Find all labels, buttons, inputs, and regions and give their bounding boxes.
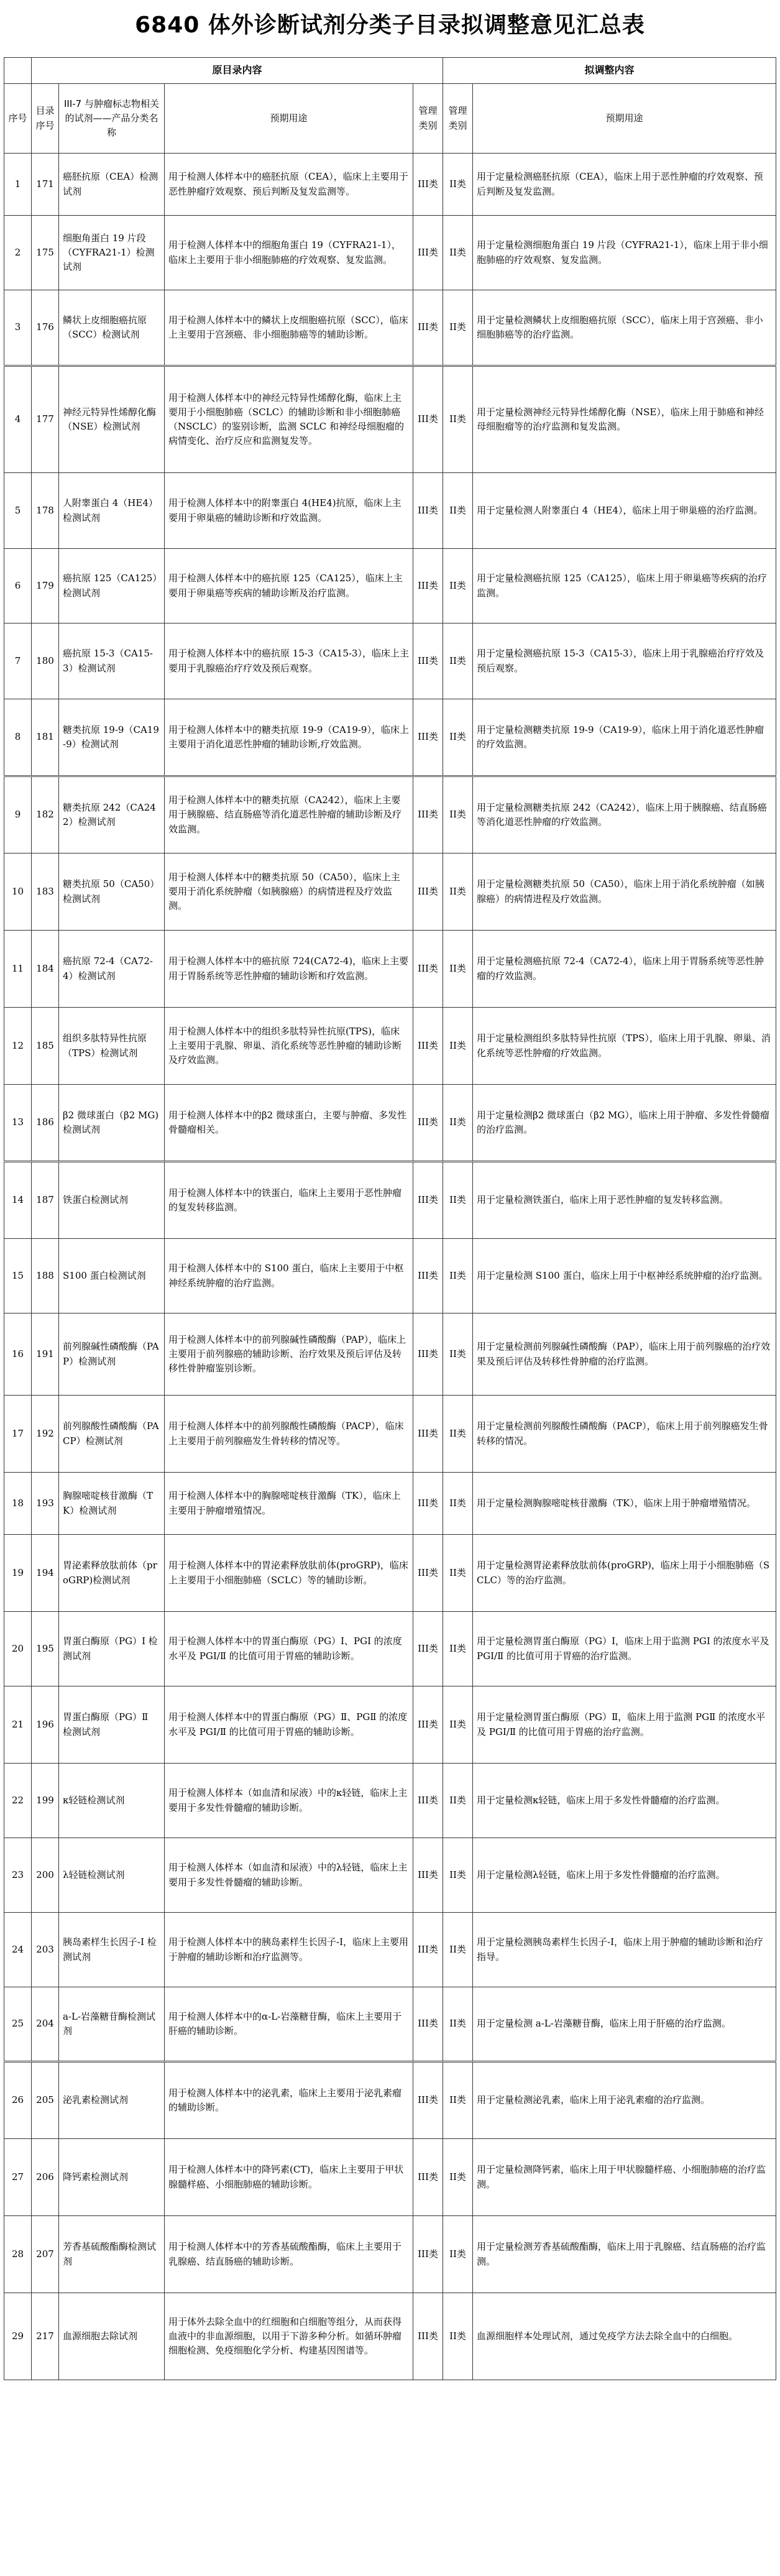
cell-intended-use: 用于检测人体样本中的芳香基硫酸酯酶，临床上主要用于乳腺癌、结直肠癌的辅助诊断。 [165,2216,413,2293]
cell-intended-use: 用于检测人体样本中的 S100 蛋白，临床上主要用于中枢神经系统肿瘤的治疗监测。 [165,1239,413,1313]
table-row [4,1612,776,1686]
cell-new-intended-use: 用于定量检测铁蛋白，临床上用于恶性肿瘤的复发转移监测。 [473,1162,776,1239]
cell-new-intended-use: 用于定量检测 S100 蛋白，临床上用于中枢神经系统肿瘤的治疗监测。 [473,1239,776,1313]
cell-mgmt-class: III类 [413,1838,443,1913]
cell-intended-use: 用于检测人体样本中的癌抗原 15-3（CA15-3），临床上主要用于乳腺癌治疗疗效及预后观察。 [165,623,413,699]
cell-seq: 17 [4,1396,32,1473]
cell-new-mgmt-class: II类 [443,154,473,216]
cell-seq: 9 [4,776,32,853]
cell-product-name: 胃泌素释放肽前体（proGRP)检测试剂 [59,1535,165,1612]
cell-intended-use: 用于检测人体样本中的细胞角蛋白 19（CYFRA21-1），临床上主要用于非小细胞肺癌的疗效观察、复发监测。 [165,216,413,290]
cell-intended-use: 用于检测人体样本中的神经元特异性烯醇化酶，临床上主要用于小细胞肺癌（SCLC）的辅助诊断和非小细胞肺癌（NSCLC）的鉴别诊断，监测 SCLC 和神经母细胞瘤的病情变化、治疗反应和监测复发等。 [165,366,413,473]
cell-mgmt-class: III类 [413,1764,443,1838]
cell-new-mgmt-class: II类 [443,290,473,366]
cell-catalog-no: 217 [32,2293,59,2380]
cell-intended-use: 用于检测人体样本中的胃蛋白酶原（PG）Ⅱ、PGⅡ 的浓度水平及 PGI/Ⅱ 的比值可用于胃癌的辅助诊断。 [165,1686,413,1764]
cell-new-mgmt-class: II类 [443,2062,473,2139]
cell-mgmt-class: III类 [413,776,443,853]
cell-seq: 22 [4,1764,32,1838]
table-row [4,1396,776,1473]
cell-product-name: λ轻链检测试剂 [59,1838,165,1913]
cell-catalog-no: 205 [32,2062,59,2139]
cell-product-name: 胰岛素样生长因子-I 检测试剂 [59,1913,165,1987]
cell-mgmt-class: III类 [413,1987,443,2062]
table-row [4,2216,776,2293]
cell-seq: 25 [4,1987,32,2062]
table-row [4,1313,776,1396]
cell-product-name: 糖类抗原 242（CA242）检测试剂 [59,776,165,853]
cell-new-mgmt-class: II类 [443,549,473,623]
table-row [4,549,776,623]
cell-new-mgmt-class: II类 [443,776,473,853]
cell-mgmt-class: III类 [413,2216,443,2293]
cell-new-mgmt-class: II类 [443,699,473,776]
cell-new-intended-use: 用于定量检测糖类抗原 242（CA242），临床上用于胰腺癌、结直肠癌等消化道恶性肿瘤的疗效监测。 [473,776,776,853]
cell-new-mgmt-class: II类 [443,1535,473,1612]
table-row [4,1473,776,1535]
cell-catalog-no: 187 [32,1162,59,1239]
cell-mgmt-class: III类 [413,290,443,366]
cell-new-mgmt-class: II类 [443,1987,473,2062]
cell-intended-use: 用于检测人体样本中的胰岛素样生长因子-I，临床上主要用于肿瘤的辅助诊断和治疗监测等。 [165,1913,413,1987]
cell-catalog-no: 183 [32,853,59,931]
table-row [4,473,776,549]
cell-mgmt-class: III类 [413,1913,443,1987]
header-seq: 序号 [4,84,32,154]
cell-intended-use: 用于检测人体样本中的组织多肽特异性抗原(TPS)，临床上主要用于乳腺、卵巢、消化系统等恶性肿瘤的辅助诊断及疗效监测。 [165,1008,413,1085]
cell-product-name: 泌乳素检测试剂 [59,2062,165,2139]
table-row [4,1162,776,1239]
header-proposed: 拟调整内容 [443,58,776,84]
cell-seq: 29 [4,2293,32,2380]
cell-new-intended-use: 血源细胞样本处理试剂，通过免疫学方法去除全血中的白细胞。 [473,2293,776,2380]
cell-seq: 11 [4,931,32,1008]
cell-seq: 5 [4,473,32,549]
cell-seq: 7 [4,623,32,699]
cell-mgmt-class: III类 [413,2062,443,2139]
table-row [4,2293,776,2380]
cell-new-intended-use: 用于定量检测糖类抗原 50（CA50），临床上用于消化系统肿瘤（如胰腺癌）的病情进程及疗效监测。 [473,853,776,931]
cell-seq: 26 [4,2062,32,2139]
cell-new-intended-use: 用于定量检测前列腺酸性磷酸酶（PACP），临床上用于前列腺癌发生骨转移的情况。 [473,1396,776,1473]
cell-new-mgmt-class: II类 [443,2293,473,2380]
cell-new-mgmt-class: II类 [443,623,473,699]
cell-seq: 18 [4,1473,32,1535]
table-row [4,366,776,473]
cell-catalog-no: 196 [32,1686,59,1764]
cell-intended-use: 用于检测人体样本中的糖类抗原 19-9（CA19-9），临床上主要用于消化道恶性肿瘤的辅助诊断,疗效监测。 [165,699,413,776]
cell-mgmt-class: III类 [413,1085,443,1162]
cell-product-name: 癌胚抗原（CEA）检测试剂 [59,154,165,216]
cell-intended-use: 用于检测人体样本中的β2 微球蛋白，主要与肿瘤、多发性骨髓瘤相关。 [165,1085,413,1162]
cell-mgmt-class: III类 [413,2139,443,2216]
cell-mgmt-class: III类 [413,216,443,290]
cell-new-intended-use: 用于定量检测 a-L-岩藻糖苷酶，临床上用于肝癌的治疗监测。 [473,1987,776,2062]
cell-new-mgmt-class: II类 [443,1008,473,1085]
cell-mgmt-class: III类 [413,931,443,1008]
cell-product-name: 血源细胞去除试剂 [59,2293,165,2380]
cell-new-intended-use: 用于定量检测鳞状上皮细胞癌抗原（SCC），临床上用于宫颈癌、非小细胞肺癌等的治疗监测。 [473,290,776,366]
cell-mgmt-class: III类 [413,1473,443,1535]
table-row [4,2139,776,2216]
cell-new-intended-use: 用于定量检测降钙素，临床上用于甲状腺髓样癌、小细胞肺癌的治疗监测。 [473,2139,776,2216]
cell-seq: 4 [4,366,32,473]
cell-mgmt-class: III类 [413,699,443,776]
cell-product-name: a-L-岩藻糖苷酶检测试剂 [59,1987,165,2062]
cell-product-name: 鳞状上皮细胞癌抗原（SCC）检测试剂 [59,290,165,366]
cell-catalog-no: 206 [32,2139,59,2216]
cell-seq: 16 [4,1313,32,1396]
cell-intended-use: 用于检测人体样本（如血清和尿液）中的κ轻链，临床上主要用于多发性骨髓瘤的辅助诊断。 [165,1764,413,1838]
cell-product-name: 糖类抗原 50（CA50）检测试剂 [59,853,165,931]
cell-product-name: 糖类抗原 19-9（CA19-9）检测试剂 [59,699,165,776]
header-mgmt-class: 管理类别 [413,84,443,154]
cell-seq: 2 [4,216,32,290]
cell-new-intended-use: 用于定量检测胃蛋白酶原（PG）I，临床上用于监测 PGI 的浓度水平及 PGI/Ⅱ 的比值可用于胃癌的治疗监测。 [473,1612,776,1686]
cell-new-intended-use: 用于定量检测人附睾蛋白 4（HE4），临床上用于卵巢癌的治疗监测。 [473,473,776,549]
cell-catalog-no: 203 [32,1913,59,1987]
cell-new-mgmt-class: II类 [443,1838,473,1913]
cell-new-intended-use: 用于定量检测胃泌素释放肽前体(proGRP)，临床上用于小细胞肺癌（SCLC）等的治疗监测。 [473,1535,776,1612]
header-catalog-no: 目录序号 [32,84,59,154]
cell-product-name: 芳香基硫酸酯酶检测试剂 [59,2216,165,2293]
cell-catalog-no: 180 [32,623,59,699]
header-new-intended-use: 预期用途 [473,84,776,154]
cell-catalog-no: 179 [32,549,59,623]
cell-new-intended-use: 用于定量检测胃蛋白酶原（PG）Ⅱ，临床上用于监测 PGⅡ 的浓度水平及 PGI/Ⅱ 的比值可用于胃癌的治疗监测。 [473,1686,776,1764]
cell-mgmt-class: III类 [413,1686,443,1764]
table-row [4,1239,776,1313]
cell-product-name: 前列腺酸性磷酸酶（PACP）检测试剂 [59,1396,165,1473]
cell-product-name: 组织多肽特异性抗原（TPS）检测试剂 [59,1008,165,1085]
cell-intended-use: 用于检测人体样本中的前列腺酸性磷酸酶（PACP），临床上主要用于前列腺癌发生骨转移的情况等。 [165,1396,413,1473]
cell-catalog-no: 186 [32,1085,59,1162]
cell-catalog-no: 195 [32,1612,59,1686]
table-row [4,623,776,699]
cell-new-mgmt-class: II类 [443,1764,473,1838]
cell-mgmt-class: III类 [413,1396,443,1473]
table-row [4,1535,776,1612]
cell-mgmt-class: III类 [413,1008,443,1085]
cell-catalog-no: 192 [32,1396,59,1473]
cell-new-mgmt-class: II类 [443,1913,473,1987]
cell-intended-use: 用于检测人体样本中的癌抗原 125（CA125），临床上主要用于卵巢癌等疾病的辅助诊断及治疗监测。 [165,549,413,623]
cell-product-name: 降钙素检测试剂 [59,2139,165,2216]
cell-new-mgmt-class: II类 [443,2139,473,2216]
cell-catalog-no: 184 [32,931,59,1008]
cell-intended-use: 用于检测人体样本中的鳞状上皮细胞癌抗原（SCC），临床上主要用于宫颈癌、非小细胞肺癌等的辅助诊断。 [165,290,413,366]
table-row [4,1764,776,1838]
cell-catalog-no: 200 [32,1838,59,1913]
cell-mgmt-class: III类 [413,473,443,549]
cell-product-name: 胃蛋白酶原（PG）I 检测试剂 [59,1612,165,1686]
cell-mgmt-class: III类 [413,1535,443,1612]
cell-catalog-no: 177 [32,366,59,473]
cell-product-name: 细胞角蛋白 19 片段（CYFRA21-1）检测试剂 [59,216,165,290]
cell-product-name: 胸腺嘧啶核苷激酶（TK）检测试剂 [59,1473,165,1535]
cell-new-intended-use: 用于定量检测组织多肽特异性抗原（TPS），临床上用于乳腺、卵巢、消化系统等恶性肿瘤的疗效监测。 [473,1008,776,1085]
cell-catalog-no: 188 [32,1239,59,1313]
cell-new-intended-use: 用于定量检测神经元特异性烯醇化酶（NSE），临床上用于肺癌和神经母细胞瘤等的治疗监测和复发监测。 [473,366,776,473]
cell-seq: 23 [4,1838,32,1913]
cell-new-mgmt-class: II类 [443,1162,473,1239]
cell-catalog-no: 182 [32,776,59,853]
cell-seq: 8 [4,699,32,776]
cell-seq: 14 [4,1162,32,1239]
cell-product-name: S100 蛋白检测试剂 [59,1239,165,1313]
cell-seq: 12 [4,1008,32,1085]
cell-product-name: 前列腺碱性磷酸酶（PAP）检测试剂 [59,1313,165,1396]
table-row [4,2062,776,2139]
cell-product-name: β2 微球蛋白（β2 MG)检测试剂 [59,1085,165,1162]
cell-new-mgmt-class: II类 [443,366,473,473]
header-blank [4,58,32,84]
cell-mgmt-class: III类 [413,1162,443,1239]
table-row [4,1008,776,1085]
cell-intended-use: 用于检测人体样本中的胃蛋白酶原（PG）I、PGI 的浓度水平及 PGI/Ⅱ 的比值可用于胃癌的辅助诊断。 [165,1612,413,1686]
cell-new-mgmt-class: II类 [443,1612,473,1686]
cell-intended-use: 用于检测人体样本中的癌抗原 724(CA72-4)，临床上主要用于胃肠系统等恶性肿瘤的辅助诊断和疗效监测。 [165,931,413,1008]
table-row [4,931,776,1008]
header-intended-use: 预期用途 [165,84,413,154]
cell-new-mgmt-class: II类 [443,473,473,549]
cell-new-intended-use: 用于定量检测胸腺嘧啶核苷激酶（TK），临床上用于肿瘤增殖情况。 [473,1473,776,1535]
document-title: 6840 体外诊断试剂分类子目录拟调整意见汇总表 [135,12,645,38]
table-row [4,154,776,216]
cell-intended-use: 用于检测人体样本中的糖类抗原（CA242），临床上主要用于胰腺癌、结直肠癌等消化道恶性肿瘤的辅助诊断及疗效监测。 [165,776,413,853]
cell-intended-use: 用于检测人体样本中的降钙素(CT)，临床上主要用于甲状腺髓样癌、小细胞肺癌的辅助诊断。 [165,2139,413,2216]
cell-new-intended-use: 用于定量检测前列腺碱性磷酸酶（PAP），临床上用于前列腺癌的治疗效果及预后评估及转移性骨肿瘤的治疗监测。 [473,1313,776,1396]
cell-catalog-no: 178 [32,473,59,549]
table-row [4,853,776,931]
cell-mgmt-class: III类 [413,154,443,216]
cell-product-name: κ轻链检测试剂 [59,1764,165,1838]
cell-mgmt-class: III类 [413,366,443,473]
cell-new-mgmt-class: II类 [443,1085,473,1162]
cell-mgmt-class: III类 [413,623,443,699]
cell-mgmt-class: III类 [413,1239,443,1313]
cell-intended-use: 用于检测人体样本中的附睾蛋白 4(HE4)抗原，临床上主要用于卵巢癌的辅助诊断和疗效监测。 [165,473,413,549]
cell-new-intended-use: 用于定量检测胰岛素样生长因子-I，临床上用于肿瘤的辅助诊断和治疗指导。 [473,1913,776,1987]
cell-seq: 15 [4,1239,32,1313]
table-row [4,699,776,776]
cell-new-intended-use: 用于定量检测糖类抗原 19-9（CA19-9），临床上用于消化道恶性肿瘤的疗效监测。 [473,699,776,776]
cell-catalog-no: 171 [32,154,59,216]
cell-mgmt-class: III类 [413,2293,443,2380]
header-new-mgmt-class: 管理类别 [443,84,473,154]
cell-seq: 21 [4,1686,32,1764]
cell-product-name: 神经元特异性烯醇化酶（NSE）检测试剂 [59,366,165,473]
cell-catalog-no: 175 [32,216,59,290]
adjustment-table [4,57,776,2380]
table-row [4,1686,776,1764]
cell-intended-use: 用于体外去除全血中的红细胞和白细胞等组分，从而获得血液中的非血源细胞，以用于下游多种分析。如循环肿瘤细胞检测、免疫细胞化学分析、构建基因图谱等。 [165,2293,413,2380]
cell-product-name: 癌抗原 72-4（CA72-4）检测试剂 [59,931,165,1008]
cell-product-name: 癌抗原 15-3（CA15-3）检测试剂 [59,623,165,699]
cell-new-intended-use: 用于定量检测芳香基硫酸酯酶，临床上用于乳腺癌、结直肠癌的治疗监测。 [473,2216,776,2293]
cell-intended-use: 用于检测人体样本中的胸腺嘧啶核苷激酶（TK），临床上主要用于肿瘤增殖情况。 [165,1473,413,1535]
cell-seq: 6 [4,549,32,623]
cell-mgmt-class: III类 [413,1612,443,1686]
cell-product-name: 人附睾蛋白 4（HE4）检测试剂 [59,473,165,549]
cell-seq: 28 [4,2216,32,2293]
cell-catalog-no: 194 [32,1535,59,1612]
cell-new-intended-use: 用于定量检测癌胚抗原（CEA），临床上用于恶性肿瘤的疗效观察、预后判断及复发监测。 [473,154,776,216]
cell-new-mgmt-class: II类 [443,1473,473,1535]
table-row [4,216,776,290]
cell-mgmt-class: III类 [413,853,443,931]
cell-mgmt-class: III类 [413,1313,443,1396]
cell-product-name: 铁蛋白检测试剂 [59,1162,165,1239]
cell-new-intended-use: 用于定量检测癌抗原 72-4（CA72-4），临床上用于胃肠系统等恶性肿瘤的疗效监测。 [473,931,776,1008]
cell-catalog-no: 191 [32,1313,59,1396]
cell-new-intended-use: 用于定量检测κ轻链，临床上用于多发性骨髓瘤的治疗监测。 [473,1764,776,1838]
table-row [4,290,776,366]
cell-new-intended-use: 用于定量检测泌乳素，临床上用于泌乳素瘤的治疗监测。 [473,2062,776,2139]
table-row [4,1913,776,1987]
cell-catalog-no: 193 [32,1473,59,1535]
cell-intended-use: 用于检测人体样本中的泌乳素，临床上主要用于泌乳素瘤的辅助诊断。 [165,2062,413,2139]
cell-new-intended-use: 用于定量检测癌抗原 15-3（CA15-3），临床上用于乳腺癌治疗疗效及预后观察。 [473,623,776,699]
cell-seq: 20 [4,1612,32,1686]
cell-new-mgmt-class: II类 [443,1686,473,1764]
cell-new-intended-use: 用于定量检测β2 微球蛋白（β2 MG），临床上用于肿瘤、多发性骨髓瘤的治疗监测。 [473,1085,776,1162]
cell-new-intended-use: 用于定量检测癌抗原 125（CA125），临床上用于卵巢癌等疾病的治疗监测。 [473,549,776,623]
cell-catalog-no: 176 [32,290,59,366]
cell-new-mgmt-class: II类 [443,853,473,931]
cell-new-mgmt-class: II类 [443,1396,473,1473]
header-product-name: III-7 与肿瘤标志物相关的试剂——产品分类名称 [59,84,165,154]
cell-seq: 3 [4,290,32,366]
cell-product-name: 癌抗原 125（CA125）检测试剂 [59,549,165,623]
cell-new-mgmt-class: II类 [443,216,473,290]
cell-new-intended-use: 用于定量检测λ轻链，临床上用于多发性骨髓瘤的治疗监测。 [473,1838,776,1913]
cell-catalog-no: 204 [32,1987,59,2062]
table-row [4,1838,776,1913]
cell-new-intended-use: 用于定量检测细胞角蛋白 19 片段（CYFRA21-1），临床上用于非小细胞肺癌的疗效观察、复发监测。 [473,216,776,290]
cell-intended-use: 用于检测人体样本中的癌胚抗原（CEA），临床上主要用于恶性肿瘤疗效观察、预后判断及复发监测等。 [165,154,413,216]
cell-catalog-no: 181 [32,699,59,776]
cell-catalog-no: 207 [32,2216,59,2293]
header-original: 原目录内容 [32,58,443,84]
cell-catalog-no: 185 [32,1008,59,1085]
cell-seq: 19 [4,1535,32,1612]
table-row [4,1987,776,2062]
cell-seq: 27 [4,2139,32,2216]
cell-seq: 1 [4,154,32,216]
cell-intended-use: 用于检测人体样本中的α-L-岩藻糖苷酶，临床上主要用于肝癌的辅助诊断。 [165,1987,413,2062]
cell-new-mgmt-class: II类 [443,2216,473,2293]
cell-intended-use: 用于检测人体样本（如血清和尿液）中的λ轻链，临床上主要用于多发性骨髓瘤的辅助诊断。 [165,1838,413,1913]
cell-new-mgmt-class: II类 [443,931,473,1008]
cell-catalog-no: 199 [32,1764,59,1838]
cell-seq: 10 [4,853,32,931]
cell-intended-use: 用于检测人体样本中的前列腺碱性磷酸酶（PAP），临床上主要用于前列腺癌的辅助诊断、治疗效果及预后评估及转移性骨肿瘤鉴别诊断。 [165,1313,413,1396]
cell-product-name: 胃蛋白酶原（PG）Ⅱ 检测试剂 [59,1686,165,1764]
cell-mgmt-class: III类 [413,549,443,623]
table-row [4,1085,776,1162]
table-row [4,776,776,853]
cell-intended-use: 用于检测人体样本中的胃泌素释放肽前体(proGRP)，临床上主要用于小细胞肺癌（SCLC）等的辅助诊断。 [165,1535,413,1612]
cell-seq: 24 [4,1913,32,1987]
cell-new-mgmt-class: II类 [443,1313,473,1396]
cell-seq: 13 [4,1085,32,1162]
cell-intended-use: 用于检测人体样本中的糖类抗原 50（CA50），临床上主要用于消化系统肿瘤（如胰腺癌）的病情进程及疗效监测。 [165,853,413,931]
cell-intended-use: 用于检测人体样本中的铁蛋白，临床上主要用于恶性肿瘤的复发转移监测。 [165,1162,413,1239]
cell-new-mgmt-class: II类 [443,1239,473,1313]
